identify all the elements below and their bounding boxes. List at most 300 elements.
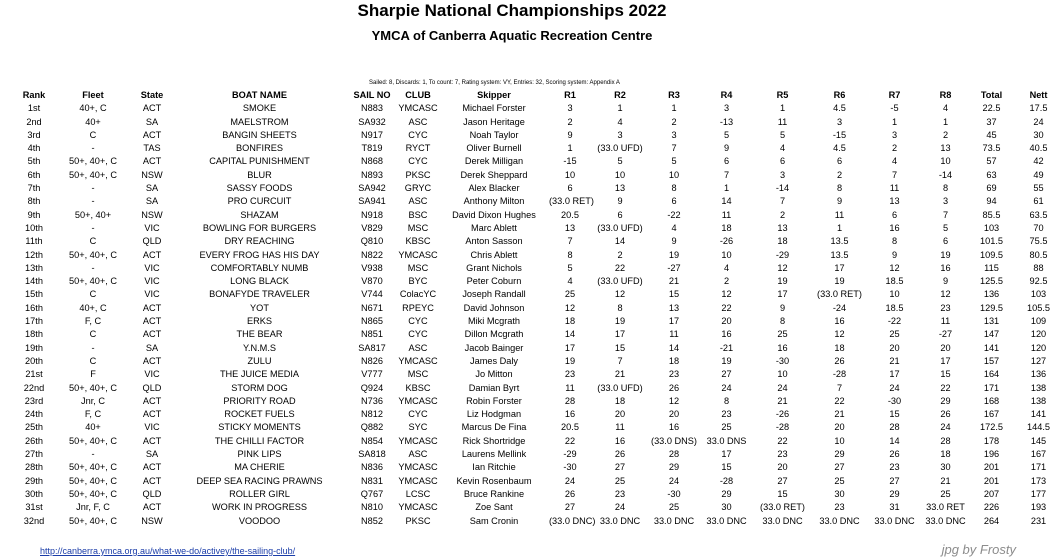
cell-r4: 18 xyxy=(721,222,732,233)
cell-fleet: F, C xyxy=(84,316,102,327)
table-row xyxy=(14,475,1064,488)
cell-r7: 26 xyxy=(889,449,900,460)
cell-r6: 9 xyxy=(836,196,843,207)
cell-state: SA xyxy=(145,449,159,460)
cell-boat-name: YOT xyxy=(250,302,269,313)
cell-r1: 26 xyxy=(564,488,576,499)
cell-r4: 27 xyxy=(721,369,732,380)
cell-r6: 18 xyxy=(834,342,845,353)
page-title: Sharpie National Championships 2022 xyxy=(357,1,667,20)
cell-r5: 11 xyxy=(777,116,788,127)
cell-total: 147 xyxy=(983,329,1000,340)
cell-state: ACT xyxy=(142,475,162,486)
cell-boat-name: VOODOO xyxy=(238,515,281,526)
cell-r4: 20 xyxy=(721,316,732,327)
cell-r5: 9 xyxy=(779,302,786,313)
cell-boat-name: DEEP SEA RACING PRAWNS xyxy=(196,475,323,486)
cell-nett: 120 xyxy=(1030,329,1047,340)
cell-r1: 6 xyxy=(567,183,573,194)
cell-r1: 18 xyxy=(564,316,576,327)
cell-nett: 40.5 xyxy=(1029,143,1048,154)
cell-state: ACT xyxy=(142,355,162,366)
cell-r6: 3 xyxy=(836,116,843,127)
cell-total: 168 xyxy=(983,395,1000,406)
cell-r8: 33.0 RET xyxy=(926,502,965,513)
cell-sail-no: N836 xyxy=(361,462,383,473)
cell-r2: 22 xyxy=(614,262,626,273)
cell-r1: 4 xyxy=(567,276,573,287)
cell-club: PKSC xyxy=(405,169,431,180)
cell-total: 171 xyxy=(983,382,1000,393)
cell-club: ASC xyxy=(408,342,428,353)
cell-fleet: 50+, 40+, C xyxy=(68,475,117,486)
cell-rank: 10th xyxy=(25,222,43,233)
cell-skipper: James Daly xyxy=(470,355,518,366)
table-row xyxy=(14,195,1064,208)
cell-r4: -26 xyxy=(719,236,734,247)
cell-fleet: - xyxy=(91,183,95,194)
cell-total: 57 xyxy=(986,156,997,167)
cell-r6: 21 xyxy=(834,409,845,420)
cell-r7: 27 xyxy=(889,475,900,486)
cell-r3: 10 xyxy=(668,169,680,180)
cell-r3: 3 xyxy=(671,129,677,140)
cell-r5: 22 xyxy=(777,435,788,446)
cell-sail-no: V829 xyxy=(361,222,383,233)
cell-club: MSC xyxy=(407,369,429,380)
cell-r1: 16 xyxy=(564,409,576,420)
cell-total: 129.5 xyxy=(980,302,1003,313)
cell-nett: 105.5 xyxy=(1027,302,1050,313)
cell-r5: 8 xyxy=(779,316,786,327)
cell-sail-no: V870 xyxy=(361,276,383,287)
cell-r8: 25 xyxy=(940,488,951,499)
cell-r1: 23 xyxy=(564,369,576,380)
cell-r6: 17 xyxy=(834,262,845,273)
cell-nett: 75.5 xyxy=(1029,236,1048,247)
cell-state: ACT xyxy=(142,462,162,473)
cell-r5: 4 xyxy=(779,143,786,154)
column-header-skipper: Skipper xyxy=(477,90,511,100)
cell-r1: 12 xyxy=(564,302,576,313)
cell-r6: 4.5 xyxy=(833,103,846,114)
cell-rank: 9th xyxy=(27,209,41,220)
cell-boat-name: MA CHERIE xyxy=(234,462,285,473)
cell-r4: 33.0 DNC xyxy=(706,515,747,526)
cell-fleet: 50+, 40+, C xyxy=(68,169,117,180)
column-header-r2: R2 xyxy=(614,90,626,100)
cell-r1: 9 xyxy=(567,129,573,140)
cell-boat-name: BANGIN SHEETS xyxy=(222,129,297,140)
cell-r1: 10 xyxy=(564,169,576,180)
cell-boat-name: PRO CURCUIT xyxy=(227,196,292,207)
cell-total: 22.5 xyxy=(982,103,1001,114)
cell-r2: 33.0 DNC xyxy=(599,515,641,526)
cell-total: 201 xyxy=(983,475,1000,486)
cell-club: LCSC xyxy=(405,488,431,499)
column-header-total: Total xyxy=(980,90,1003,100)
cell-boat-name: EVERY FROG HAS HIS DAY xyxy=(199,249,320,260)
cell-total: 63 xyxy=(986,169,997,180)
cell-r3: 25 xyxy=(668,502,680,513)
cell-skipper: Miki Mcgrath xyxy=(467,316,521,327)
table-row xyxy=(14,488,1064,501)
cell-rank: 17th xyxy=(25,316,43,327)
cell-r2: 17 xyxy=(614,329,626,340)
cell-r2: 24 xyxy=(614,502,626,513)
cell-r5: 15 xyxy=(777,488,788,499)
cell-nett: 17.5 xyxy=(1029,103,1048,114)
cell-state: VIC xyxy=(144,262,160,273)
cell-club: GRYC xyxy=(404,183,432,194)
cell-r4: 3 xyxy=(723,103,730,114)
cell-r3: 12 xyxy=(668,395,680,406)
cell-r4: 30 xyxy=(721,502,732,513)
cell-club: YMCASC xyxy=(398,355,438,366)
cell-r8: 5 xyxy=(942,222,949,233)
cell-r3: 4 xyxy=(671,222,677,233)
cell-nett: 136 xyxy=(1030,369,1047,380)
cell-r7: 9 xyxy=(891,249,898,260)
cell-sail-no: N851 xyxy=(361,329,383,340)
cell-total: 37 xyxy=(986,116,997,127)
cell-fleet: - xyxy=(91,196,95,207)
cell-state: ACT xyxy=(142,103,162,114)
cell-r8: 17 xyxy=(940,355,951,366)
cell-club: CYC xyxy=(408,156,428,167)
cell-r5: 33.0 DNC xyxy=(762,515,803,526)
cell-r1: 27 xyxy=(564,502,576,513)
cell-r7: 33.0 DNC xyxy=(874,515,915,526)
cell-boat-name: ROLLER GIRL xyxy=(229,488,290,499)
table-row xyxy=(14,249,1064,262)
cell-fleet: F, C xyxy=(84,409,102,420)
cell-r8: 4 xyxy=(942,103,949,114)
cell-club: CYC xyxy=(408,409,428,420)
cell-r5: -30 xyxy=(775,355,790,366)
cell-r5: 2 xyxy=(779,209,786,220)
cell-nett: 109 xyxy=(1030,316,1047,327)
cell-total: 73.5 xyxy=(982,143,1001,154)
cell-nett: 171 xyxy=(1030,462,1047,473)
cell-total: 167 xyxy=(983,409,1000,420)
cell-boat-name: DRY REACHING xyxy=(224,236,295,247)
cell-nett: 63.5 xyxy=(1029,209,1048,220)
column-header-nett: Nett xyxy=(1029,90,1048,100)
cell-r8: -14 xyxy=(938,169,953,180)
cell-r4: 33.0 DNS xyxy=(706,435,747,446)
cell-r2: 23 xyxy=(614,488,626,499)
cell-skipper: Zoe Sant xyxy=(475,502,513,513)
cell-r8: 30 xyxy=(940,462,951,473)
results-header xyxy=(14,89,1064,102)
cell-r5: 27 xyxy=(777,475,788,486)
cell-skipper: Kevin Rosenbaum xyxy=(456,475,532,486)
cell-r5: 16 xyxy=(777,342,788,353)
cell-skipper: Liz Hodgman xyxy=(466,409,522,420)
cell-r2: 18 xyxy=(614,395,626,406)
cell-r4: 16 xyxy=(721,329,732,340)
cell-rank: 24th xyxy=(25,409,43,420)
cell-r4: 8 xyxy=(723,395,730,406)
cell-club: YMCASC xyxy=(398,103,438,114)
cell-fleet: - xyxy=(91,143,95,154)
table-row xyxy=(14,421,1064,434)
cell-state: NSW xyxy=(141,515,163,526)
cell-r6: 11 xyxy=(834,209,845,220)
cell-r3: 26 xyxy=(668,382,680,393)
cell-rank: 1st xyxy=(27,103,41,114)
cell-r7: 18.5 xyxy=(885,276,904,287)
cell-r2: (33.0 UFD) xyxy=(597,222,643,233)
cell-r2: 3 xyxy=(617,129,623,140)
table-row xyxy=(14,315,1064,328)
cell-fleet: - xyxy=(91,222,95,233)
cell-r6: 13.5 xyxy=(830,236,849,247)
cell-club: YMCASC xyxy=(398,502,438,513)
cell-fleet: 50+, 40+, C xyxy=(68,156,117,167)
cell-sail-no: SA941 xyxy=(358,196,386,207)
cell-nett: 88 xyxy=(1033,262,1044,273)
cell-r7: 31 xyxy=(889,502,900,513)
cell-rank: 12th xyxy=(25,249,43,260)
cell-state: QLD xyxy=(142,236,162,247)
cell-skipper: Peter Coburn xyxy=(466,276,522,287)
cell-sail-no: N868 xyxy=(361,156,383,167)
table-row xyxy=(14,435,1064,448)
cell-rank: 13th xyxy=(25,262,43,273)
cell-skipper: Alex Blacker xyxy=(468,183,520,194)
cell-skipper: Damian Byrt xyxy=(468,382,520,393)
cell-rank: 2nd xyxy=(26,116,42,127)
cell-r5: -29 xyxy=(775,249,790,260)
cell-r8: 21 xyxy=(940,475,951,486)
cell-club: RPEYC xyxy=(402,302,434,313)
cell-state: NSW xyxy=(141,169,163,180)
cell-r7: 15 xyxy=(889,409,900,420)
table-row xyxy=(14,209,1064,222)
cell-r4: 6 xyxy=(723,156,730,167)
cell-r7: -30 xyxy=(887,395,902,406)
cell-sail-no: V777 xyxy=(361,369,383,380)
cell-club: SYC xyxy=(408,422,428,433)
column-header-r7: R7 xyxy=(888,90,901,100)
cell-total: 196 xyxy=(983,449,1000,460)
cell-r6: (33.0 RET) xyxy=(817,289,862,300)
cell-fleet: 40+, C xyxy=(79,302,107,313)
cell-r7: 20 xyxy=(889,342,900,353)
cell-r1: 2 xyxy=(567,116,573,127)
cell-club: CYC xyxy=(408,316,428,327)
cell-club: YMCASC xyxy=(398,475,438,486)
sailing-club-link[interactable]: http://canberra.ymca.org.au/what-we-do/activey/the-sailing-club/ xyxy=(40,546,296,556)
column-header-club: CLUB xyxy=(405,90,431,100)
cell-r6: 4.5 xyxy=(833,143,846,154)
cell-sail-no: N893 xyxy=(361,169,383,180)
cell-r8: 7 xyxy=(942,209,949,220)
cell-total: 45 xyxy=(986,129,997,140)
cell-r6: -24 xyxy=(832,302,847,313)
cell-r6: 30 xyxy=(834,488,845,499)
cell-nett: 42 xyxy=(1033,156,1044,167)
cell-r5: 17 xyxy=(777,289,788,300)
cell-r2: 1 xyxy=(617,103,623,114)
cell-rank: 31st xyxy=(25,502,43,513)
cell-sail-no: N810 xyxy=(361,502,383,513)
cell-state: ACT xyxy=(142,249,162,260)
cell-state: ACT xyxy=(142,435,162,446)
cell-skipper: Bruce Rankine xyxy=(463,488,525,499)
cell-r6: 13.5 xyxy=(830,249,849,260)
cell-rank: 8th xyxy=(27,196,41,207)
cell-r8: 8 xyxy=(942,183,949,194)
cell-boat-name: SMOKE xyxy=(242,103,277,114)
cell-club: BYC xyxy=(408,276,428,287)
column-header-r6: R6 xyxy=(833,90,846,100)
cell-rank: 28th xyxy=(25,462,43,473)
cell-r4: 12 xyxy=(721,289,732,300)
cell-r2: 6 xyxy=(617,209,623,220)
cell-state: ACT xyxy=(142,502,162,513)
table-row xyxy=(14,235,1064,248)
cell-skipper: Grant Nichols xyxy=(466,262,522,273)
table-row xyxy=(14,328,1064,341)
cell-r5: 21 xyxy=(777,395,788,406)
cell-r2: 10 xyxy=(614,169,626,180)
cell-r7: -22 xyxy=(887,316,902,327)
cell-rank: 21st xyxy=(25,369,43,380)
cell-total: 69 xyxy=(986,183,997,194)
cell-sail-no: N826 xyxy=(361,355,383,366)
cell-r1: 28 xyxy=(564,395,576,406)
cell-r2: 14 xyxy=(614,236,626,247)
cell-r4: 7 xyxy=(723,169,730,180)
cell-rank: 27th xyxy=(25,449,43,460)
cell-r8: 20 xyxy=(940,342,951,353)
cell-fleet: - xyxy=(91,449,95,460)
cell-r8: 33.0 DNC xyxy=(925,515,966,526)
cell-sail-no: N883 xyxy=(361,103,383,114)
cell-skipper: David Dixon Hughes xyxy=(452,209,536,220)
cell-fleet: - xyxy=(91,342,95,353)
cell-club: CYC xyxy=(408,129,428,140)
cell-boat-name: THE BEAR xyxy=(236,329,283,340)
cell-r3: 13 xyxy=(668,302,680,313)
table-row xyxy=(14,408,1064,421)
cell-sail-no: SA942 xyxy=(358,183,386,194)
cell-sail-no: Q810 xyxy=(360,236,384,247)
cell-boat-name: MAELSTROM xyxy=(230,116,289,127)
cell-total: 109.5 xyxy=(980,249,1003,260)
cell-r4: 15 xyxy=(721,462,732,473)
cell-boat-name: ROCKET FUELS xyxy=(224,409,295,420)
cell-r4: 1 xyxy=(723,183,730,194)
cell-fleet: 40+ xyxy=(85,116,101,127)
results-table xyxy=(14,89,1064,528)
cell-total: 85.5 xyxy=(982,209,1001,220)
cell-r6: 12 xyxy=(834,329,845,340)
cell-r1: 25 xyxy=(564,289,576,300)
cell-boat-name: CAPITAL PUNISHMENT xyxy=(209,156,310,167)
cell-total: 207 xyxy=(983,488,1000,499)
cell-r2: 4 xyxy=(617,116,623,127)
cell-fleet: 50+, 40+, C xyxy=(68,435,117,446)
cell-skipper: David Johnson xyxy=(463,302,525,313)
cell-r7: 11 xyxy=(889,183,900,194)
cell-r8: 11 xyxy=(940,316,951,327)
cell-club: YMCASC xyxy=(398,395,438,406)
column-header-rank: Rank xyxy=(22,90,46,100)
cell-state: NSW xyxy=(141,209,163,220)
cell-r8: 18 xyxy=(940,449,951,460)
cell-r8: 24 xyxy=(940,422,951,433)
cell-r3: 2 xyxy=(671,116,677,127)
cell-r1: 1 xyxy=(567,143,573,154)
cell-fleet: Jnr, F, C xyxy=(76,502,110,513)
cell-boat-name: THE CHILLI FACTOR xyxy=(214,435,305,446)
cell-state: SA xyxy=(145,183,159,194)
cell-r1: 7 xyxy=(567,236,573,247)
cell-r4: 17 xyxy=(721,449,732,460)
cell-skipper: Michael Forster xyxy=(462,103,526,114)
cell-skipper: Rick Shortridge xyxy=(462,435,526,446)
cell-r2: (33.0 UFD) xyxy=(597,143,643,154)
cell-fleet: C xyxy=(89,289,97,300)
table-row xyxy=(14,275,1064,288)
cell-boat-name: SASSY FOODS xyxy=(226,183,293,194)
cell-club: CYC xyxy=(408,329,428,340)
cell-boat-name: LONG BLACK xyxy=(230,276,289,287)
cell-total: 201 xyxy=(983,462,1000,473)
cell-r7: 18.5 xyxy=(885,302,904,313)
cell-r4: 2 xyxy=(723,276,730,287)
cell-skipper: Joseph Randall xyxy=(462,289,526,300)
cell-r2: 27 xyxy=(614,462,626,473)
cell-r4: -21 xyxy=(719,342,734,353)
cell-r1: 24 xyxy=(564,475,576,486)
table-row xyxy=(14,395,1064,408)
cell-total: 264 xyxy=(983,515,1000,526)
cell-r5: 24 xyxy=(777,382,788,393)
cell-state: ACT xyxy=(142,129,162,140)
cell-r1: 8 xyxy=(567,249,573,260)
cell-sail-no: V938 xyxy=(361,262,383,273)
cell-r3: 7 xyxy=(671,143,677,154)
cell-total: 172.5 xyxy=(980,422,1003,433)
cell-fleet: 50+, 40+, C xyxy=(68,276,117,287)
cell-fleet: 40+ xyxy=(85,422,101,433)
column-header-r5: R5 xyxy=(776,90,789,100)
cell-r3: 24 xyxy=(668,475,680,486)
cell-nett: 49 xyxy=(1033,169,1044,180)
cell-fleet: - xyxy=(91,262,95,273)
cell-boat-name: BONAFYDE TRAVELER xyxy=(209,289,310,300)
table-row xyxy=(14,501,1064,514)
cell-r8: 2 xyxy=(942,129,949,140)
cell-total: 131 xyxy=(983,316,1000,327)
cell-r5: -14 xyxy=(775,183,790,194)
cell-boat-name: BOWLING FOR BURGERS xyxy=(202,222,317,233)
cell-r6: 26 xyxy=(834,355,845,366)
cell-r3: 20 xyxy=(668,409,680,420)
cell-skipper: Derek Sheppard xyxy=(460,169,528,180)
cell-r2: 13 xyxy=(614,183,626,194)
cell-r4: 5 xyxy=(723,129,730,140)
cell-rank: 32nd xyxy=(23,515,45,526)
cell-r4: 24 xyxy=(721,382,732,393)
cell-rank: 7th xyxy=(27,183,41,194)
cell-boat-name: ZULU xyxy=(247,355,272,366)
